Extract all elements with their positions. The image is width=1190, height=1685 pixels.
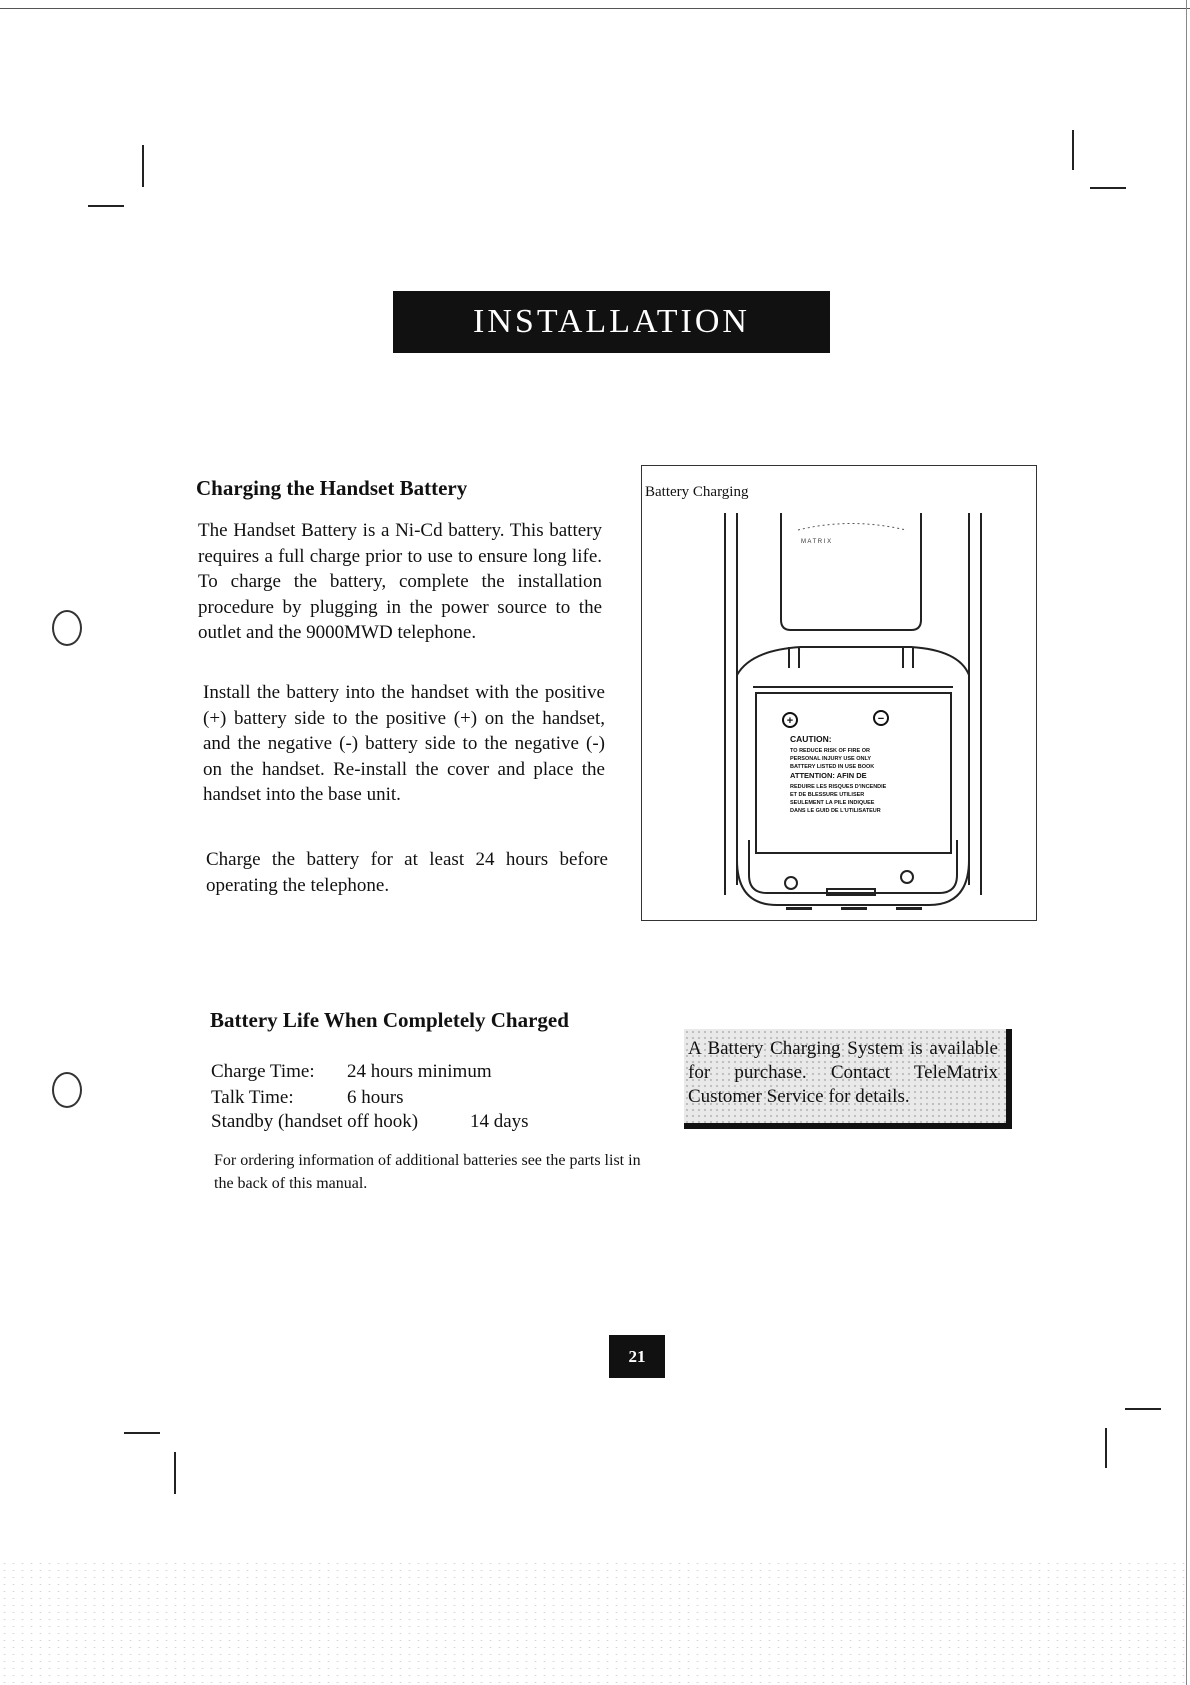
battery-label-line: SEULEMENT LA PILE INDIQUEE (790, 800, 875, 806)
battery-label-line: PERSONAL INJURY USE ONLY (790, 756, 871, 762)
top-border-line (0, 8, 1190, 9)
page-number: 21 (609, 1335, 665, 1378)
page-title: INSTALLATION (393, 291, 830, 353)
positive-terminal-symbol: + (786, 715, 794, 727)
crop-mark-horizontal (1090, 187, 1126, 189)
crop-mark-horizontal (1125, 1408, 1161, 1410)
spec-label-talk-time: Talk Time: (211, 1087, 294, 1108)
charging-paragraph-1: The Handset Battery is a Ni-Cd battery. This battery requires a full charge prior to use to ensure long life. To charge the battery, complete the installation procedure by plugging in the power source to the outlet and the 9000MWD telephone. (198, 520, 602, 643)
spec-value-charge-time: 24 hours minimum (347, 1061, 492, 1082)
crop-mark-vertical (1072, 130, 1074, 170)
crop-mark-horizontal (124, 1432, 160, 1434)
spec-label-standby: Standby (handset off hook) (211, 1111, 419, 1132)
battery-label-line: DANS LE GUID DE L'UTILISATEUR (790, 808, 881, 814)
spec-label-charge-time: Charge Time: (211, 1061, 315, 1082)
charging-paragraph-3: Charge the battery for at least 24 hours before operating the telephone. (206, 849, 608, 896)
scan-noise (0, 1560, 1190, 1685)
ordering-note: For ordering information of additional batteries see the parts list in the back of this manual. (214, 1152, 641, 1192)
brand-logo-text: M A T R I X (801, 539, 832, 545)
crop-mark-vertical (1105, 1428, 1107, 1468)
battery-label-line: ATTENTION: AFIN DE (790, 771, 867, 780)
right-border-line (1186, 0, 1187, 1685)
spec-value-standby: 14 days (470, 1111, 529, 1132)
figure-caption: Battery Charging (645, 484, 749, 500)
crop-mark-vertical (142, 145, 144, 187)
charging-paragraph-2: Install the battery into the handset with the positive (+) battery side to the positive (+) on the handset, and the negative (-) battery side to the negative (-) on the handset. Re-install the cover and place the handset into the base unit. (203, 682, 605, 805)
battery-charging-system-callout: A Battery Charging System is available for purchase. Contact TeleMatrix Customer Service for details. (684, 1029, 1012, 1129)
binder-hole (52, 610, 82, 646)
section-title-battery-life: Battery Life When Completely Charged (210, 1008, 569, 1032)
battery-label-line: REDUIRE LES RISQUES D'INCENDIE (790, 784, 887, 790)
crop-mark-horizontal (88, 205, 124, 207)
handset-battery-diagram (641, 465, 1037, 921)
spec-value-talk-time: 6 hours (347, 1087, 404, 1108)
battery-label-line: CAUTION: (790, 734, 832, 744)
binder-hole (52, 1072, 82, 1108)
battery-label-line: ET DE BLESSURE UTILISER (790, 792, 865, 798)
crop-mark-vertical (174, 1452, 176, 1494)
battery-label-line: TO REDUCE RISK OF FIRE OR (790, 748, 870, 754)
section-title-charging: Charging the Handset Battery (196, 476, 468, 500)
negative-terminal-symbol: − (877, 713, 885, 725)
battery-label-line: BATTERY LISTED IN USE BOOK (790, 764, 875, 770)
